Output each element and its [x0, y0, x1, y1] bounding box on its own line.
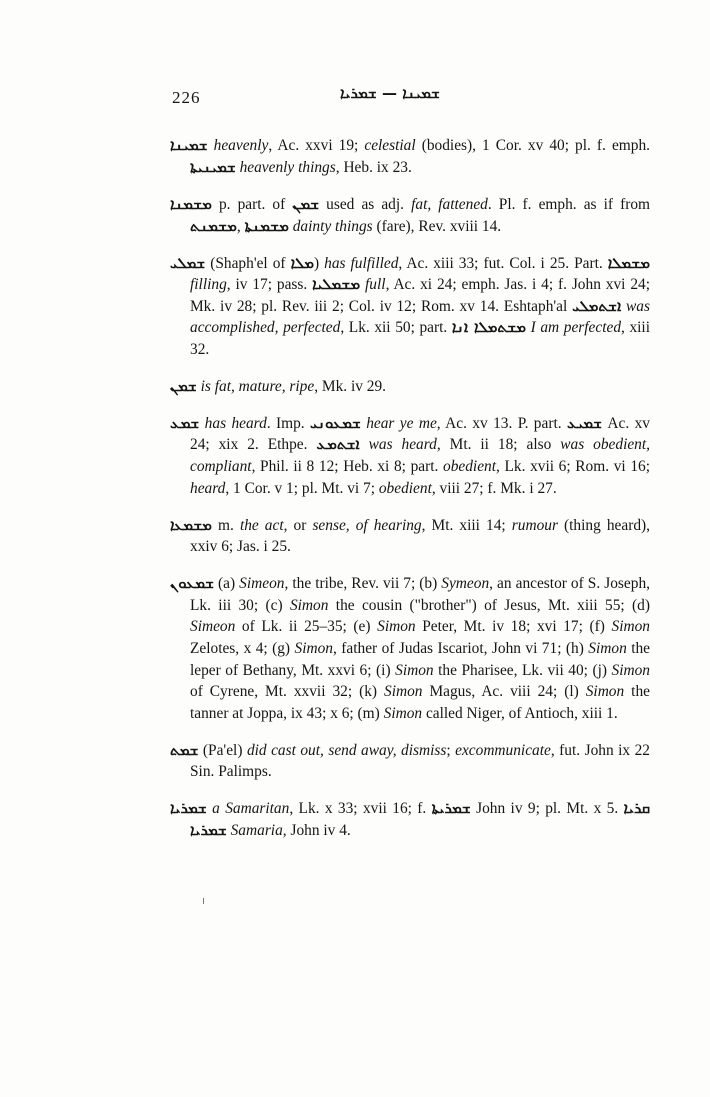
syriac-form: ܫܡܥܘܢܝ — [310, 413, 361, 432]
gloss: obedient — [443, 458, 496, 476]
text: used as adj. — [319, 195, 412, 213]
text: Ac. xv 24; xix 2. Ethpe. — [190, 414, 650, 454]
text: , John iv 4. — [282, 821, 351, 839]
syriac-form: ܐܫܬܡܥ — [316, 435, 360, 454]
gloss: Simon — [294, 640, 333, 658]
gloss: Simon — [383, 704, 423, 722]
text: , iv 17; pass. — [226, 276, 313, 294]
syriac-form: ܐܫܬܡܠܝ — [572, 296, 622, 315]
text: ; — [446, 741, 456, 759]
text: . Pl. f. emph. as if from — [487, 195, 650, 213]
gloss: excommunicate — [455, 741, 551, 759]
syriac-form: ܡܫܡܢܬܐ — [244, 216, 289, 235]
text: p. part. of — [211, 195, 293, 213]
text: , 1 Cor. v 1; pl. Mt. vi 7; — [225, 479, 379, 497]
text: , — [236, 217, 245, 235]
gloss: heard — [190, 479, 226, 497]
headword: ܫܡܢ — [170, 376, 197, 395]
gloss: Symeon — [441, 575, 490, 593]
text: , Heb. ix 23. — [335, 158, 412, 176]
headword: ܫܡܥܘܢ — [170, 574, 214, 593]
gloss: has heard — [199, 414, 267, 432]
text: , Ac. xiii 33; fut. Col. i 25. Part. — [398, 254, 608, 272]
text: , the tribe, Rev. vii 7; (b) — [284, 575, 442, 593]
syriac-form: ܡܫܡܠܝܐ — [312, 275, 361, 294]
text: , Lk. xvii 6; Rom. vi 16; — [496, 458, 650, 476]
gloss: I am perfected — [526, 319, 622, 337]
gloss: is fat, mature, ripe — [196, 377, 315, 395]
running-head: ܫܡܝܢܐ — ܫܡܪܝܐ — [340, 84, 440, 102]
entry-cast-out — [170, 740, 650, 783]
headword: ܫܡܠܝ — [170, 253, 206, 272]
text: the cousin ("brother") of Jesus, Mt. xiii 55; (d) — [328, 596, 650, 614]
text: the tanner at Joppa, ix 43; x 6; (m) — [190, 683, 650, 722]
entry-heavenly — [170, 135, 650, 178]
stray-mark — [203, 898, 204, 904]
text: (bodies), 1 Cor. xv 40; pl. f. emph. — [415, 137, 650, 155]
headword: ܡܫܡܢܐ — [170, 194, 212, 213]
gloss: sense, of hearing — [312, 516, 422, 534]
text: Magus, Ac. viii 24; (l) — [422, 683, 586, 701]
gloss: fat, fattened — [411, 195, 488, 213]
text: , Ac. xv 13. P. part. — [436, 414, 567, 432]
text: (a) — [213, 575, 240, 593]
gloss: was heard — [359, 436, 437, 454]
text: (fare), Rev. xviii 14. — [372, 217, 502, 235]
text: , Ac. xxvi 19; — [268, 137, 365, 155]
entry-samaritan — [170, 798, 650, 841]
headword: ܫܡܥ — [170, 413, 200, 432]
text: the Pharisee, Lk. vii 40; (j) — [433, 661, 612, 679]
text: , Mk. iv 29. — [314, 377, 387, 395]
text: (Pa'el) — [198, 741, 247, 759]
text: , Lk. x 33; xvii 16; f. — [289, 800, 432, 818]
entry-fattened — [170, 194, 650, 237]
text: of Lk. ii 25–35; (e) — [235, 618, 378, 636]
text: , xiii 32. — [190, 319, 650, 358]
page-number: 226 — [172, 88, 201, 107]
gloss: full — [360, 276, 386, 294]
gloss: has fulfilled — [324, 254, 399, 272]
entry-is-fat — [170, 376, 650, 398]
gloss: hear ye me — [360, 414, 437, 432]
gloss: Samaria — [226, 821, 283, 839]
syriac-form: ܡܫܡܢܬ — [190, 216, 237, 235]
gloss: Simon — [585, 683, 625, 701]
gloss: filling — [190, 276, 227, 294]
text: , Mt. ii 18; also — [436, 436, 561, 454]
entry-hearing — [170, 515, 650, 558]
entry-has-heard — [170, 413, 650, 499]
text: , Ac. xi 24; emph. Jas. i 4; f. John xvi 24; Mk. iv 28; pl. Rev. iii 2; Col. iv 12; Rom. xv 14. Eshtaph'al — [190, 276, 650, 315]
entry-simeon — [170, 573, 650, 724]
gloss: was accomplished, perfected — [190, 297, 650, 337]
gloss: Simon — [384, 683, 423, 701]
text: , father of Judas Iscariot, John vi 71; (h) — [332, 640, 589, 658]
gloss: celestial — [364, 137, 416, 155]
text: , an ancestor of S. Joseph, Lk. iii 30; (c) — [190, 575, 650, 614]
text: . Imp. — [266, 414, 311, 432]
gloss: was obedient, compliant — [190, 436, 650, 476]
syriac-form: ܩܪܝܐ ܫܡܪܝܐ — [190, 799, 650, 839]
text: Zelotes, x 4; (g) — [190, 640, 295, 658]
gloss: dainty things — [288, 217, 373, 235]
text: , Phil. ii 8 12; Heb. xi 8; part. — [251, 458, 443, 476]
syriac-form: ܡܠܐ — [290, 253, 314, 272]
syriac-form: ܡܫܡܠܐ — [607, 253, 650, 272]
gloss: Simeon — [190, 618, 236, 636]
gloss: a Samaritan — [206, 800, 290, 818]
text: , Mt. xiii 14; — [421, 516, 512, 534]
gloss: Simon — [611, 618, 650, 636]
text: (Shaph'el of — [205, 254, 291, 272]
syriac-form: ܡܫܬܡܠܐ ܐܢܐ — [451, 318, 527, 337]
gloss: heavenly — [207, 137, 269, 155]
headword: ܡܫܡܥܐ — [170, 515, 212, 534]
text: , fut. John ix 22 Sin. Palimps. — [190, 741, 651, 781]
syriac-form: ܫܡܝܢܝܬܐ — [190, 157, 236, 176]
text: called Niger, of Antioch, xiii 1. — [422, 704, 618, 722]
text: , Lk. xii 50; part. — [340, 319, 452, 337]
headword: ܫܡܬ — [170, 740, 199, 759]
text: (thing heard), xxiv 6; Jas. i 25. — [190, 516, 651, 556]
gloss: did cast out, send away, dismiss — [246, 741, 447, 759]
dictionary-body — [170, 120, 650, 852]
gloss: Simon — [377, 618, 416, 636]
text: m. — [211, 516, 240, 534]
syriac-form: ܫܡܝܥ — [566, 413, 603, 432]
gloss: Simon — [395, 661, 434, 679]
text: ) — [313, 254, 325, 272]
headword: ܫܡܪܝܐ — [170, 799, 207, 818]
gloss: Simon — [588, 640, 627, 658]
entry-shaphel — [170, 253, 650, 361]
syriac-form: ܫܡܢ — [292, 194, 320, 213]
gloss: heavenly things — [235, 158, 336, 176]
syriac-form: ܫܡܪܝܬܐ — [431, 799, 471, 818]
text: of Cyrene, Mt. xxvii 32; (k) — [190, 683, 384, 701]
text: John iv 9; pl. Mt. x 5. — [470, 800, 624, 818]
gloss: the act — [239, 516, 284, 534]
text: the leper of Bethany, Mt. xxvi 6; (i) — [190, 640, 650, 679]
text: Peter, Mt. iv 18; xvi 17; (f) — [415, 618, 612, 636]
gloss: obedient — [378, 479, 432, 497]
page-header — [172, 84, 652, 114]
text: , or — [283, 516, 313, 534]
headword: ܫܡܝܢܐ — [170, 136, 208, 155]
text: , viii 27; f. Mk. i 27. — [431, 479, 557, 497]
gloss: Simeon — [239, 575, 285, 593]
gloss: rumour — [511, 516, 558, 534]
gloss: Simon — [611, 661, 650, 679]
gloss: Simon — [289, 596, 329, 614]
